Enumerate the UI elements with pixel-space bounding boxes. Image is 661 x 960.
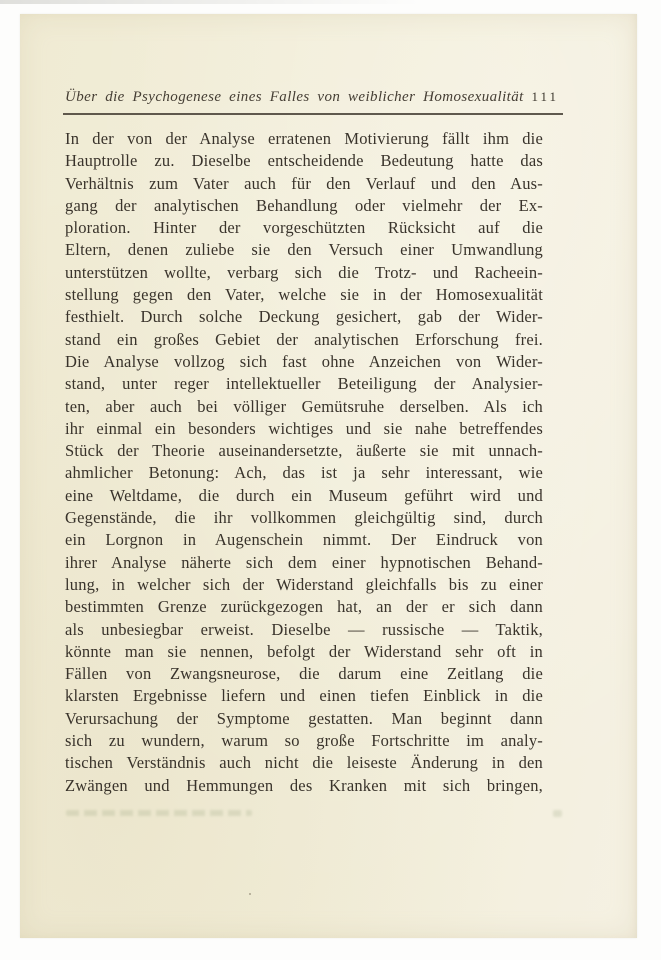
text-line: ahmlicher Betonung: Ach, das ist ja sehr interessant, wie [65,463,543,483]
page-body [65,128,543,797]
text-line: ploration. Hinter der vorgeschützten Rücksicht auf die [65,218,543,238]
text-line: stellung gegen den Vater, welche sie in der Homosexualität [65,285,543,305]
text-line: Hauptrolle zu. Dieselbe entscheidende Bedeutung hatte das [65,151,543,171]
paper-speck [249,893,251,895]
text-line: eine Weltdame, die durch ein Museum geführt wird und [65,485,543,505]
type-area [65,87,559,797]
page-number: 111 [531,89,559,104]
text-line: Die Analyse vollzog sich fast ohne Anzeichen von Wider- [65,351,543,371]
text-line: ihrer Analyse näherte sich dem einer hypnotischen Behand- [65,552,543,572]
text-line: ihr einmal ein besonders wichtiges und sie nahe betreffendes [65,418,543,438]
text-line: festhielt. Durch solche Deckung gesichert, gab der Wider- [65,307,543,327]
text-line: tischen Verständnis auch nicht die leiseste Änderung in den [65,753,543,773]
text-line: Verhältnis zum Vater auch für den Verlauf und den Aus- [65,173,543,193]
text-line: Zwängen und Hemmungen des Kranken mit sich bringen, [65,775,543,795]
text-line: könnte man sie nennen, befolgt der Widerstand sehr oft in [65,641,543,661]
text-line: bestimmten Grenze zurückgezogen hat, an der er sich dann [65,597,543,617]
text-line: Fällen von Zwangsneurose, die darum eine Zeitlang die [65,664,543,684]
text-line: als unbesiegbar erweist. Dieselbe — russische — Taktik, [65,619,543,639]
text-line: Eltern, denen zuliebe sie den Versuch einer Umwandlung [65,240,543,260]
text-line: Stück der Theorie auseinandersetzte, äußerte sie mit unnach- [65,441,543,461]
text-line: unterstützen wollte, verbarg sich die Trotz- und Racheein- [65,262,543,282]
text-line: lung, in welcher sich der Widerstand gleichfalls bis zu einer [65,574,543,594]
text-line: In der von der Analyse erratenen Motivierung fällt ihm die [65,129,543,148]
running-title: Über die Psychogenese eines Falles von weiblicher Homosexualität [65,89,524,105]
text-line: sich zu wundern, warum so große Fortschritte im analy- [65,731,543,751]
show-through-mark-ghost [553,810,562,817]
text-line: stand ein großes Gebiet der analytischen Erforschung frei. [65,329,543,349]
running-header [65,87,559,107]
scanner-edge-artifact [0,0,420,4]
text-line: ten, aber auch bei völliger Gemütsruhe derselben. Als ich [65,396,543,416]
text-line: Gegenstände, die ihr vollkommen gleichgültig sind, durch [65,508,543,528]
scanned-book-page [20,14,637,938]
text-line: klarsten Ergebnisse liefern und einen tiefen Einblick in die [65,686,543,706]
show-through-text-ghost [66,810,252,816]
text-line: stand, unter reger intellektueller Beteiligung der Analysier- [65,374,543,394]
text-line: Verursachung der Symptome gestatten. Man beginnt dann [65,708,543,728]
text-line: ein Lorgnon in Augenschein nimmt. Der Eindruck von [65,530,543,550]
header-rule [63,113,563,115]
text-line: gang der analytischen Behandlung oder vielmehr der Ex- [65,195,543,215]
